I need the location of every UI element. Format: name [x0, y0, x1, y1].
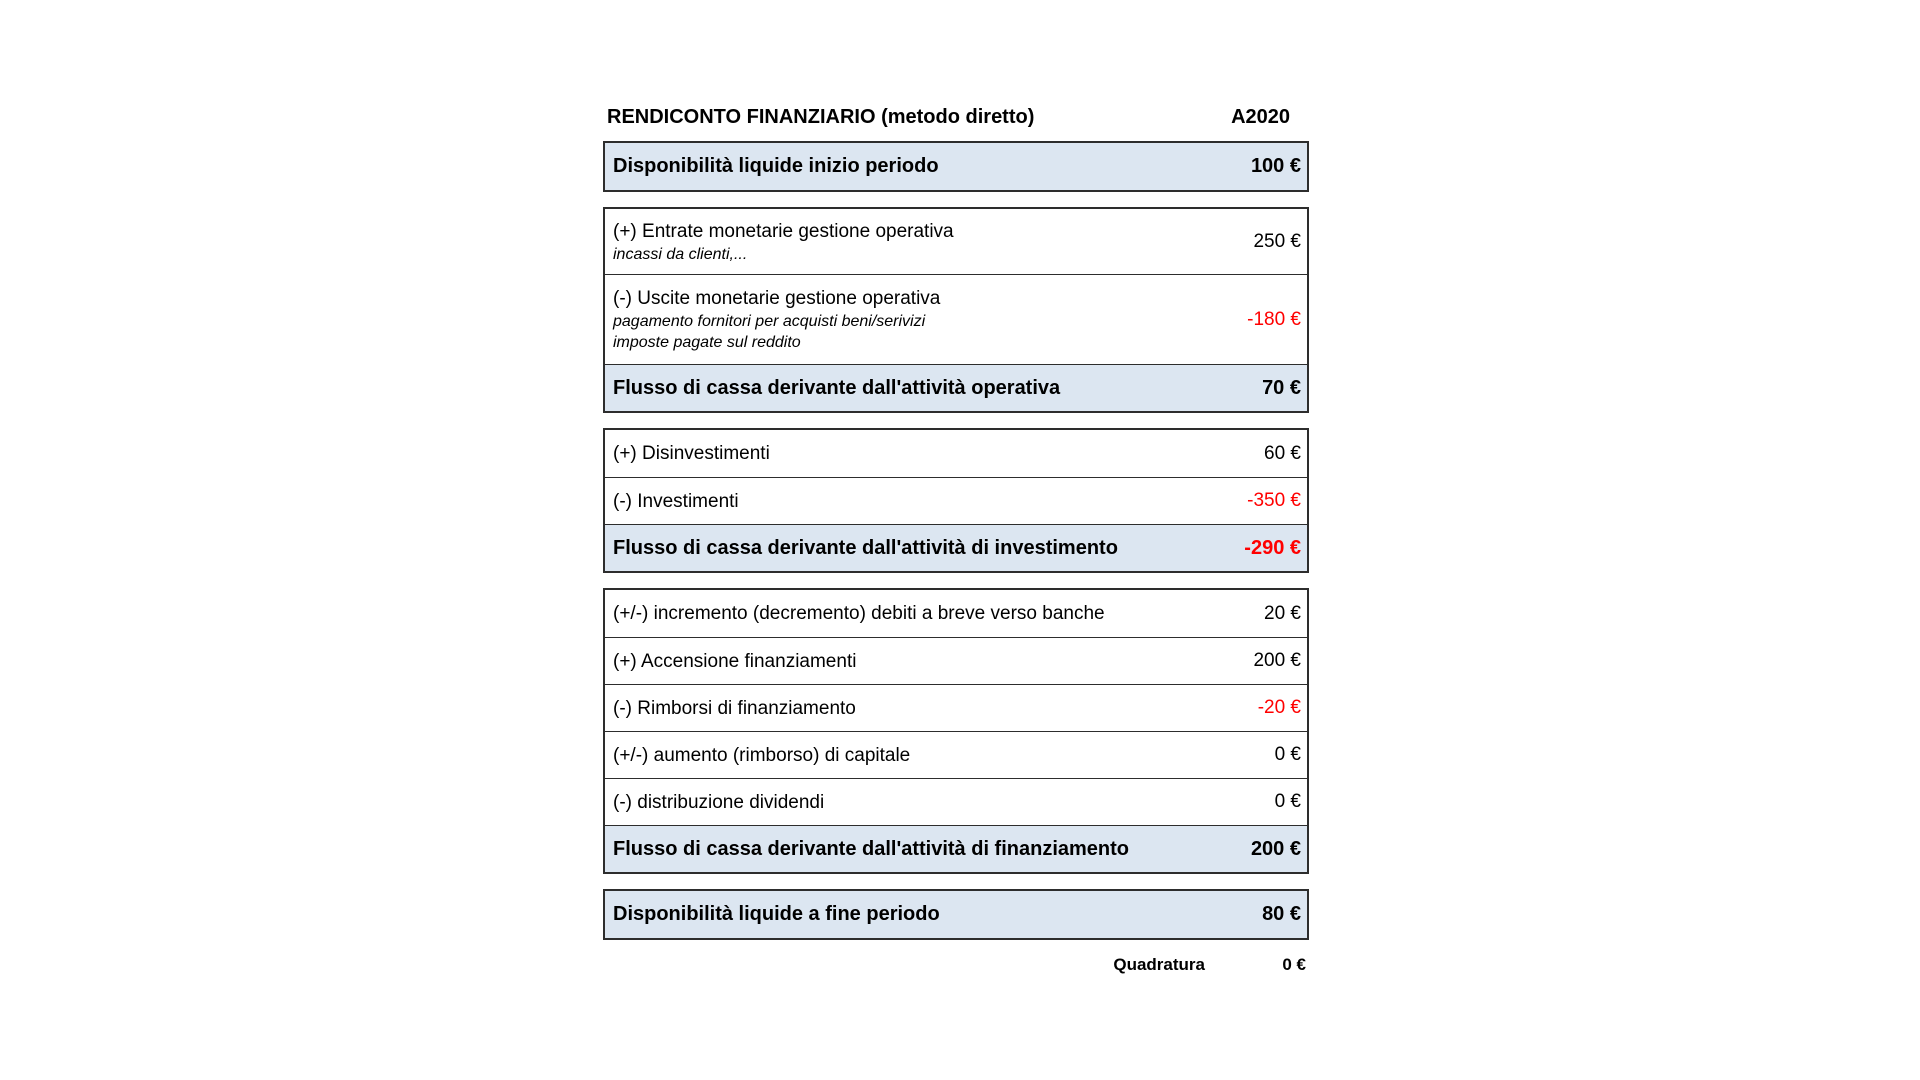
page-title: RENDICONTO FINANZIARIO (metodo diretto) — [607, 106, 1035, 128]
row-label: (-) distribuzione dividendi — [613, 791, 825, 813]
row-label-group — [613, 737, 1263, 774]
statement-row — [605, 143, 1307, 190]
row-note: imposte pagate sul reddito — [613, 334, 801, 351]
statement-row — [605, 637, 1307, 684]
section-box-operating-activity — [603, 207, 1309, 413]
row-value: 60 € — [1264, 442, 1301, 464]
row-label-group — [613, 595, 1252, 632]
statement-row — [605, 524, 1307, 571]
row-label-group — [613, 213, 1241, 271]
row-label: Disponibilità liquide a fine periodo — [613, 903, 940, 925]
row-label: Disponibilità liquide inizio periodo — [613, 155, 939, 177]
reconciliation-label: Quadratura — [1113, 955, 1205, 974]
row-value: -350 € — [1247, 490, 1301, 511]
row-value: 0 € — [1274, 791, 1301, 812]
row-value: 250 € — [1253, 230, 1301, 252]
row-label-group — [613, 530, 1232, 567]
section-box-opening-balance — [603, 141, 1309, 192]
row-label-group — [613, 483, 1235, 520]
row-value: 70 € — [1262, 376, 1301, 399]
statement-row — [605, 430, 1307, 477]
section-box-financing-activity — [603, 588, 1309, 874]
row-value: 0 € — [1274, 744, 1301, 765]
row-value: 200 € — [1253, 650, 1301, 671]
row-label: Flusso di cassa derivante dall'attività di finanziamento — [613, 837, 1130, 860]
row-value: 200 € — [1250, 837, 1301, 860]
row-label: (+) Disinvestimenti — [613, 443, 770, 464]
statement-row — [605, 825, 1307, 872]
reconciliation-value: 0 € — [1282, 955, 1306, 974]
row-note: incassi da clienti,... — [613, 245, 748, 263]
row-value: -290 € — [1244, 536, 1301, 559]
row-label: (-) Investimenti — [613, 490, 739, 512]
row-value: 80 € — [1262, 903, 1301, 925]
row-label-group — [613, 831, 1239, 868]
row-label-group — [613, 784, 1263, 821]
row-label-group — [613, 896, 1250, 933]
row-label-group — [613, 690, 1246, 727]
statement-sections — [603, 141, 1309, 940]
statement-row — [605, 590, 1307, 637]
reconciliation-row — [603, 955, 1309, 975]
row-label: Flusso di cassa derivante dall'attività operativa — [613, 376, 1061, 399]
row-label: (-) Rimborsi di finanziamento — [613, 697, 856, 719]
statement-header — [603, 106, 1309, 141]
statement-row — [605, 477, 1307, 524]
section-box-investing-activity — [603, 428, 1309, 573]
statement-row — [605, 364, 1307, 411]
statement-row — [605, 731, 1307, 778]
row-note: pagamento fornitori per acquisti beni/serivizi — [613, 313, 926, 330]
cash-flow-statement — [603, 106, 1309, 975]
row-label: (+/-) aumento (rimborso) di capitale — [613, 744, 911, 766]
row-label-group — [613, 643, 1241, 680]
section-box-closing-balance — [603, 889, 1309, 940]
statement-row — [605, 778, 1307, 825]
row-label: (-) Uscite monetarie gestione operativa — [613, 288, 941, 309]
statement-row — [605, 891, 1307, 938]
row-label-group — [613, 370, 1250, 407]
row-label: (+) Accensione finanziamenti — [613, 650, 857, 672]
row-value: -20 € — [1257, 697, 1301, 718]
row-value: 20 € — [1264, 602, 1301, 624]
row-label-group — [613, 435, 1252, 472]
row-label-group — [613, 148, 1239, 185]
row-value: -180 € — [1247, 308, 1301, 330]
period-label: A2020 — [1231, 106, 1290, 128]
statement-row — [605, 274, 1307, 364]
row-label: (+) Entrate monetarie gestione operativa — [613, 220, 954, 242]
statement-row — [605, 209, 1307, 274]
row-label: Flusso di cassa derivante dall'attività di investimento — [613, 536, 1118, 559]
statement-row — [605, 684, 1307, 731]
row-label: (+/-) incremento (decremento) debiti a breve verso banche — [613, 603, 1105, 624]
row-label-group — [613, 280, 1235, 359]
row-value: 100 € — [1250, 155, 1301, 177]
